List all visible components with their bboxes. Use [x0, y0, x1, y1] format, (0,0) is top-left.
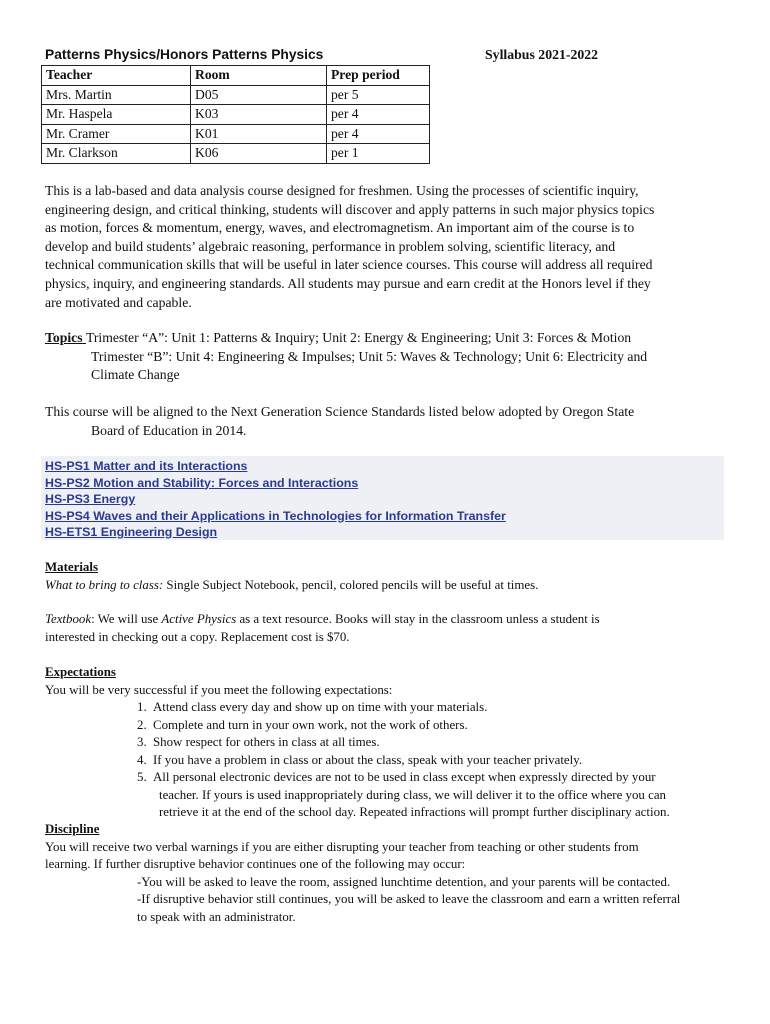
teacher-cell: Mrs. Martin	[42, 85, 191, 105]
room-cell: D05	[191, 85, 327, 105]
course-description	[45, 182, 725, 312]
bring-text: Single Subject Notebook, pencil, colored pencils will be useful at times.	[163, 577, 539, 592]
discipline-text: learning. If further disruptive behavior continues one of the following may occur:	[45, 857, 466, 871]
table-row	[42, 124, 430, 144]
topics-section	[45, 329, 725, 385]
topics-line: Climate Change	[91, 367, 180, 383]
consequence-item: to speak with an administrator.	[137, 909, 296, 924]
materials-heading: Materials	[45, 560, 98, 574]
item-number: 4.	[137, 752, 147, 767]
room-cell: K06	[191, 144, 327, 164]
syllabus-year: Syllabus 2021-2022	[485, 47, 599, 62]
prep-cell: per 1	[327, 144, 430, 164]
staff-table	[41, 65, 430, 164]
description-line: engineering design, and critical thinking, students will discover and apply patterns in such major physics topics	[45, 201, 655, 217]
item-text: All personal electronic devices are not to be used in class except when expressly directed by your	[153, 770, 656, 784]
item-number: 3.	[137, 735, 147, 749]
discipline-text: You will receive two verbal warnings if you are either disrupting your teacher from teaching or other students from	[45, 839, 639, 854]
standards-links-box	[41, 456, 724, 540]
prep-cell: per 4	[327, 124, 430, 144]
standard-link-hs-ps1[interactable]: HS-PS1 Matter and its Interactions	[45, 459, 248, 473]
discipline-heading: Discipline	[45, 822, 100, 836]
prep-cell: per 5	[327, 85, 430, 105]
room-cell: K01	[191, 124, 327, 144]
room-cell: K03	[191, 105, 327, 125]
ngss-statement	[45, 403, 725, 440]
ngss-line: Board of Education in 2014.	[91, 422, 247, 438]
description-line: as motion, forces & momentum, energy, waves, and electromagnetism. An important aim of the course is to	[45, 220, 635, 236]
consequence-item: -If disruptive behavior still continues, you will be asked to leave the classroom and earn a written referral	[137, 892, 681, 906]
expectations-section	[45, 664, 735, 822]
item-text: Complete and turn in your own work, not the work of others.	[153, 717, 468, 732]
column-header: Room	[191, 66, 327, 86]
textbook-text: interested in checking out a copy. Replacement cost is $70.	[45, 629, 350, 644]
description-line: technical communication skills that will be useful in later science courses. This course will address all required	[45, 257, 653, 273]
textbook-title: Active Physics	[161, 612, 237, 626]
list-item	[45, 734, 735, 752]
column-header: Prep period	[327, 66, 430, 86]
topics-line: Trimester “A”: Unit 1: Patterns & Inquiry; Unit 2: Energy & Engineering; Unit 3: Forces & Motion	[85, 330, 632, 345]
discipline-section	[45, 821, 735, 926]
bring-label: What to bring to class:	[45, 577, 164, 592]
topics-heading: Topics	[45, 330, 86, 345]
standard-link-hs-ets1[interactable]: HS-ETS1 Engineering Design	[45, 525, 218, 539]
expectations-intro: You will be very successful if you meet the following expectations:	[45, 682, 393, 697]
textbook-label: Textbook	[45, 612, 92, 626]
list-item	[45, 699, 735, 717]
prep-cell: per 4	[327, 105, 430, 125]
textbook-text: : We will use	[91, 612, 162, 626]
description-line: are motivated and capable.	[45, 294, 192, 310]
list-item	[45, 769, 735, 787]
description-line: develop and build students’ algebraic reasoning, performance in problem solving, scientific literacy, and	[45, 238, 616, 254]
table-row	[42, 85, 430, 105]
table-row	[42, 144, 430, 164]
standard-link-hs-ps4[interactable]: HS-PS4 Waves and their Applications in Technologies for Information Transfer	[45, 508, 506, 523]
item-text: If you have a problem in class or about the class, speak with your teacher privately.	[153, 752, 583, 767]
consequence-item: -You will be asked to leave the room, assigned lunchtime detention, and your parents will be contacted.	[137, 874, 671, 889]
expectations-list	[45, 699, 735, 787]
course-title: Patterns Physics/Honors Patterns Physics	[45, 47, 324, 62]
item-continuation: retrieve it at the end of the school day. Repeated infractions will prompt further disciplinary action.	[159, 805, 670, 819]
textbook-section	[45, 611, 735, 646]
item-number: 1.	[137, 700, 147, 714]
teacher-cell: Mr. Haspela	[42, 105, 191, 125]
table-row	[42, 105, 430, 125]
standard-link-hs-ps2[interactable]: HS-PS2 Motion and Stability: Forces and Interactions	[45, 475, 359, 490]
textbook-text: as a text resource. Books will stay in the classroom unless a student is	[236, 612, 600, 626]
item-number: 5.	[137, 770, 147, 784]
item-text: Attend class every day and show up on time with your materials.	[153, 700, 488, 714]
ngss-line: This course will be aligned to the Next Generation Science Standards listed below adopted by Oregon State	[45, 404, 635, 419]
list-item	[45, 752, 735, 770]
teacher-cell: Mr. Clarkson	[42, 144, 191, 164]
standard-link-hs-ps3[interactable]: HS-PS3 Energy	[45, 492, 136, 506]
list-item	[45, 717, 735, 735]
item-continuation: teacher. If yours is used inappropriately during class, we will deliver it to the office where you can	[159, 787, 666, 802]
description-line: This is a lab-based and data analysis course designed for freshmen. Using the processes of scientific inquiry,	[45, 183, 639, 198]
materials-section	[45, 559, 735, 594]
item-text: Show respect for others in class at all times.	[153, 735, 380, 749]
description-line: physics, inquiry, and engineering standards. All students may pursue and earn credit at the Honors level if they	[45, 275, 651, 291]
topics-line: Trimester “B”: Unit 4: Engineering & Impulses; Unit 5: Waves & Technology; Unit 6: Electricity and	[91, 348, 648, 364]
item-number: 2.	[137, 717, 147, 732]
table-header-row	[42, 66, 430, 86]
column-header: Teacher	[42, 66, 191, 86]
teacher-cell: Mr. Cramer	[42, 124, 191, 144]
expectations-heading: Expectations	[45, 665, 116, 679]
